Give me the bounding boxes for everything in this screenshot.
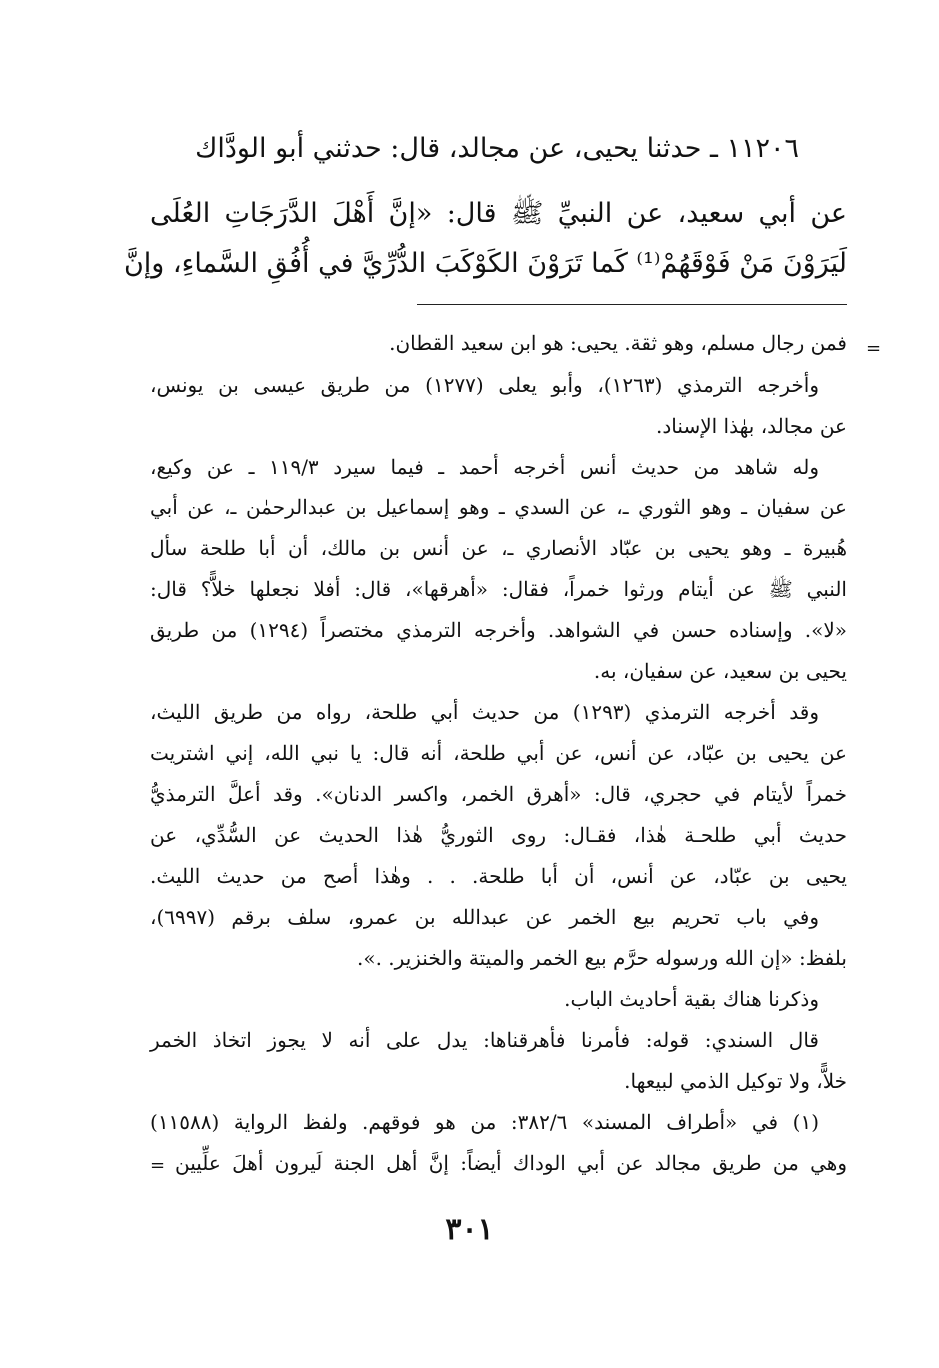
note-line-14: يحيى بن عبّاد، عن أنس، أن أبا طلحة. . . وهٰذا أصح من حديث الليث. [150,864,847,888]
end-continuation-mark: = [150,1155,166,1176]
note-line-7: النبي ﷺ عن أيتام ورثوا خمراً، فقال: «أهرقها»، قال: أفلا نجعلها خلاًّ؟ قال: [150,577,847,601]
hadith-line-3: لَيَرَوْنَ مَنْ فَوْقَهُمْ⁽¹⁾ كَما تَرَوْنَ الكَوْكَبَ الدُّرِّيَّ في أُفُقِ السَّماءِ، وإنَّ [123,248,847,279]
note-line-4: وله شاهد من حديث أنس أخرجه أحمد ـ فيما سيرد ١١٩/٣ ـ عن وكيع، [150,455,819,479]
footnote-line-2: وهي من طريق مجالد عن أبي الوداك أيضاً: إنَّ أهل الجنة لَيرون أهلَ علِّيين [175,1151,847,1175]
note-line-15: وفي باب تحريم بيع الخمر عن عبدالله بن عمرو، سلف برقم (٦٩٩٧)، [150,905,819,929]
footnote-divider [417,304,847,305]
note-line-19: خلاًّ، ولا توكيل الذمي لبيعها. [624,1069,847,1093]
note-line-3: عن مجالد، بهٰذا الإسناد. [656,414,847,438]
note-line-13: حديث أبي طلحـة هٰذا، فقـال: روى الثوريُّ هٰذا الحديث عن السُّدِّي، عن [150,823,847,847]
note-line-12: خمراً لأيتام في حجري، قال: «أهرق الخمر، واكسر الدنان». وقد أعلَّ الترمذيُّ [150,782,847,806]
footnote-line-1: (١) في «أطراف المسند» ٣٨٢/٦: من هو فوقهم. ولفظ الرواية (١١٥٨٨) [150,1110,820,1134]
note-line-16: بلفظ: «إن الله ورسوله حرَّم بيع الخمر والميتة والخنزير. .». [357,946,847,970]
hadith-line-2: عن أبي سعيد، عن النبيِّ ﷺ قال: «إنَّ أَهْلَ الدَّرَجَاتِ العُلَى [150,198,847,229]
note-line-8: «لا». وإسناده حسن في الشواهد. وأخرجه الترمذي مختصراً (١٢٩٤) من طريق [150,618,847,642]
note-line-10: وقد أخرجه الترمذي (١٢٩٣) من حديث أبي طلحة، رواه من طريق الليث، [150,700,819,724]
note-line-6: هُبيرة ـ وهو يحيى بن عبّاد الأنصاري ـ، عن أنس بن مالك، أن أبا طلحة سأل [150,536,847,560]
note-line-18: قال السندي: قوله: فأمرنا فأهرقناها: يدل على أنه لا يجوز اتخاذ الخمر [150,1028,819,1052]
note-line-2: وأخرجه الترمذي (١٢٦٣)، وأبو يعلى (١٢٧٧) من طريق عيسى بن يونس، [150,373,819,397]
note-line-9: يحيى بن سعيد، عن سفيان، به. [593,659,847,683]
note-line-1: فمن رجال مسلم، وهو ثقة. يحيى: هو ابن سعيد القطان. [389,331,847,355]
note-line-5: عن سفيان ـ وهو الثوري ـ، عن السدي ـ وهو إسماعيل بن عبدالرحمٰن ـ، عن أبي [150,495,847,519]
hadith-line-1: ١١٢٠٦ ـ حدثنا يحيى، عن مجالد، قال: حدثني أبو الودَّاك [195,133,799,164]
continuation-mark: = [866,338,882,359]
note-line-11: عن يحيى بن عبّاد، عن أنس، عن أبي طلحة، أنه قال: يا نبي الله، إني اشتريت [150,741,847,765]
page-number: ٣٠١ [445,1212,494,1247]
note-line-17: وذكرنا هناك بقية أحاديث الباب. [564,987,819,1011]
